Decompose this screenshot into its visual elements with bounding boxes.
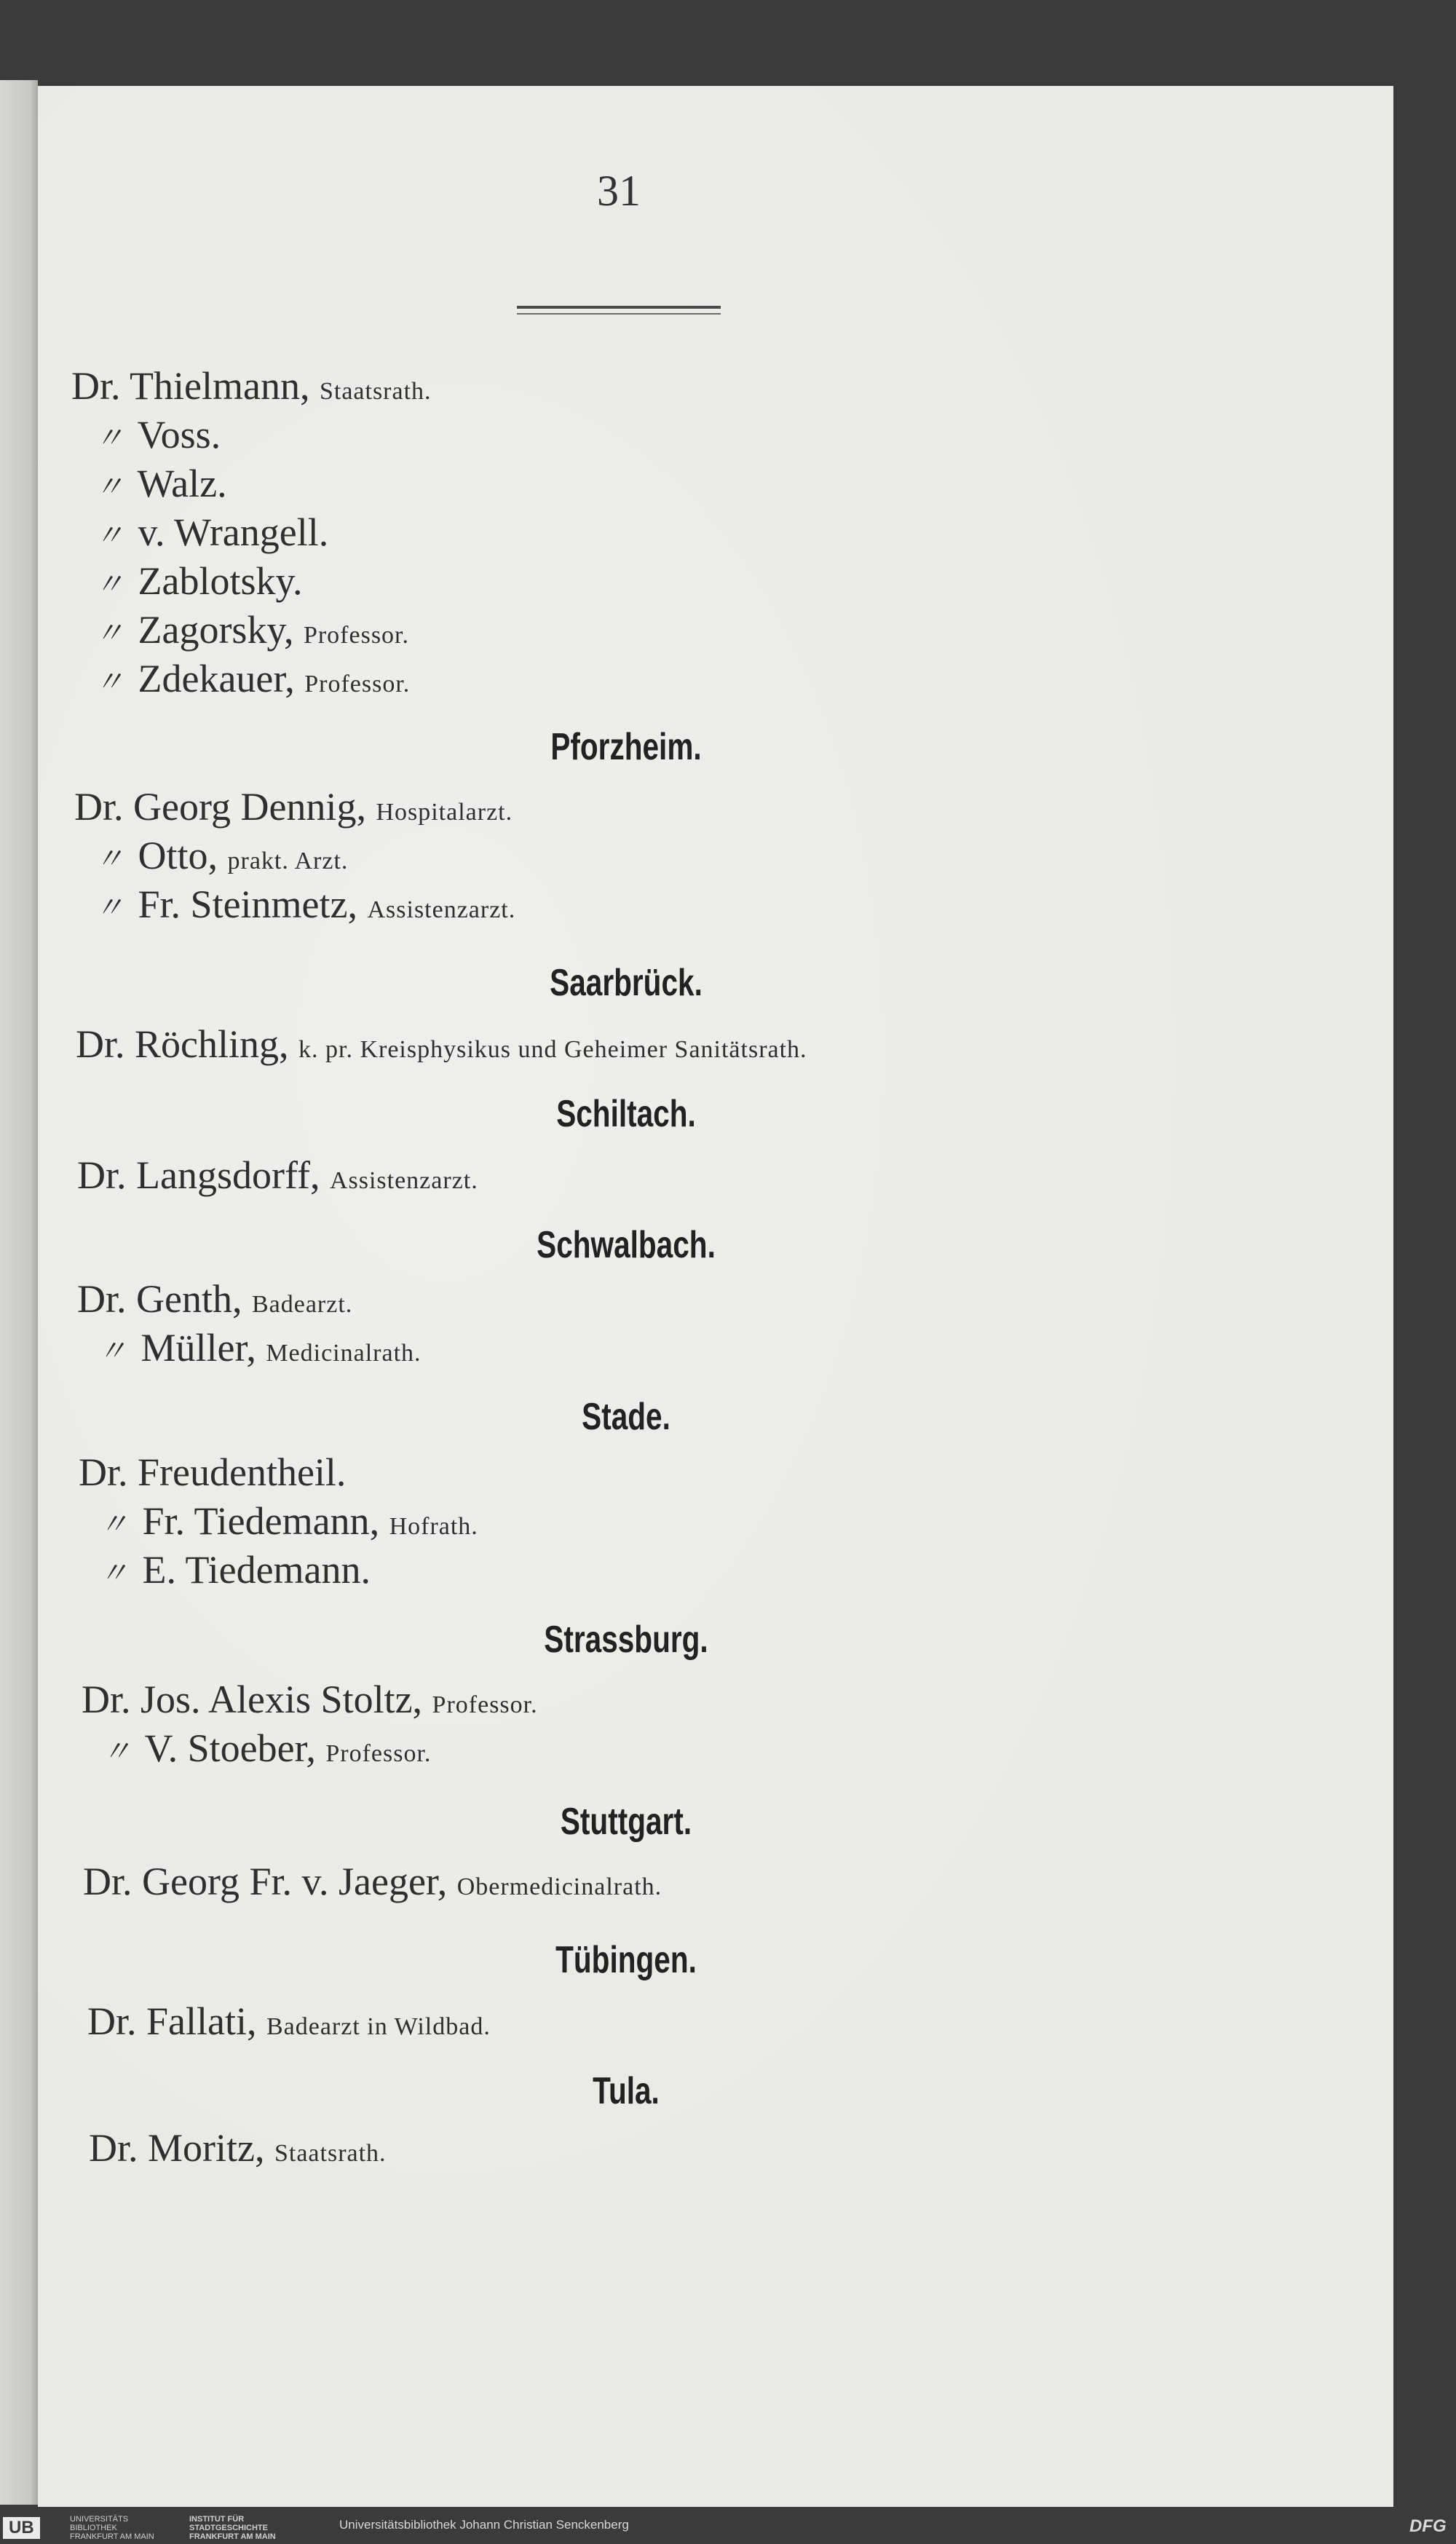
- list-item: 〃 Otto, prakt. Arzt.: [95, 834, 349, 877]
- person-role: Professor.: [432, 1691, 538, 1718]
- person-role: prakt. Arzt.: [227, 848, 349, 874]
- person-name: Fallati: [146, 1999, 247, 2043]
- list-item: 〃 Walz.: [95, 462, 227, 505]
- library-name: Universitätsbibliothek Johann Christian Senckenberg: [339, 2518, 629, 2532]
- list-item: Dr. Georg Dennig, Hospitalarzt.: [74, 785, 513, 829]
- list-item: 〃 Zablotsky.: [95, 559, 303, 603]
- person-role: Medicinalrath.: [266, 1340, 422, 1367]
- section-heading: Stade.: [582, 1396, 670, 1438]
- institute-logo-text: INSTITUT FÜR STADTGESCHICHTE FRANKFURT AM MAIN: [189, 2515, 276, 2541]
- person-role: k. pr. Kreisphysikus und Geheimer Sanitätsrath.: [298, 1036, 807, 1063]
- list-item: 〃 Müller, Medicinalrath.: [98, 1326, 422, 1370]
- list-item: Dr. Thielmann, Staatsrath.: [71, 364, 432, 408]
- person-name: Zdekauer: [138, 657, 285, 700]
- person-name: Röchling: [135, 1022, 279, 1066]
- person-role: Assistenzarzt.: [329, 1167, 478, 1194]
- person-role: Assistenzarzt.: [367, 896, 516, 923]
- person-name: Genth: [136, 1277, 232, 1321]
- page-number: 31: [597, 167, 641, 215]
- person-name: E. Tiedemann.: [142, 1548, 371, 1592]
- person-role: Professor.: [304, 671, 411, 698]
- list-item: Dr. Genth, Badearzt.: [77, 1277, 353, 1321]
- person-name: Georg Fr. v. Jaeger: [142, 1860, 438, 1903]
- person-name: Zagorsky: [138, 608, 284, 652]
- section-heading: Stuttgart.: [560, 1801, 692, 1843]
- list-item: Dr. Fallati, Badearzt in Wildbad.: [87, 1999, 491, 2043]
- list-item: 〃 v. Wrangell.: [95, 510, 329, 554]
- person-name: Jos. Alexis Stoltz: [141, 1678, 413, 1721]
- list-item: 〃 Zagorsky, Professor.: [95, 608, 410, 652]
- section-heading: Schwalbach.: [537, 1224, 716, 1266]
- ub-logo-text: UNIVERSITÄTS BIBLIOTHEK FRANKFURT AM MAIN: [70, 2515, 154, 2541]
- list-item: 〃 Zdekauer, Professor.: [95, 657, 411, 700]
- list-item: Dr. Langsdorff, Assistenzarzt.: [77, 1153, 478, 1197]
- person-name: Langsdorff: [136, 1153, 310, 1197]
- list-item: Dr. Moritz, Staatsrath.: [89, 2126, 387, 2170]
- person-name: Walz.: [137, 462, 227, 505]
- person-name: Müller: [141, 1326, 247, 1370]
- list-item: Dr. Freudentheil.: [79, 1450, 347, 1494]
- person-name: Georg Dennig: [133, 785, 357, 829]
- ub-logo: UB: [3, 2517, 40, 2539]
- list-item: 〃 V. Stoeber, Professor.: [102, 1726, 432, 1770]
- list-item: Dr. Georg Fr. v. Jaeger, Obermedicinalrath.: [83, 1860, 662, 1903]
- list-item: 〃 Voss.: [95, 413, 221, 457]
- person-role: Hofrath.: [389, 1513, 478, 1540]
- person-name: Zablotsky.: [138, 559, 303, 603]
- list-item: 〃 Fr. Tiedemann, Hofrath.: [99, 1499, 478, 1543]
- person-name: Voss.: [137, 413, 221, 457]
- section-heading: Strassburg.: [544, 1619, 708, 1661]
- list-item: Dr. Jos. Alexis Stoltz, Professor.: [82, 1678, 538, 1721]
- person-role: Professor.: [303, 622, 410, 649]
- person-role: Staatsrath.: [274, 2140, 387, 2167]
- section-heading: Pforzheim.: [550, 726, 702, 768]
- dfg-logo: DFG: [1409, 2516, 1447, 2536]
- person-name: v. Wrangell.: [138, 510, 329, 554]
- person-name: Moritz: [148, 2126, 255, 2170]
- list-item: Dr. Röchling, k. pr. Kreisphysikus und Geheimer Sanitätsrath.: [76, 1022, 807, 1066]
- person-role: Badearzt.: [251, 1291, 353, 1318]
- section-heading: Tula.: [593, 2070, 660, 2112]
- person-name: Fr. Steinmetz: [138, 882, 348, 926]
- section-heading: Tübingen.: [555, 1939, 697, 1981]
- header-rule: [517, 306, 721, 309]
- person-name: V. Stoeber: [144, 1726, 306, 1770]
- section-heading: Schiltach.: [556, 1093, 696, 1135]
- adjacent-page-edge: [0, 80, 38, 2505]
- header-rule-thin: [517, 313, 721, 315]
- person-role: Staatsrath.: [319, 378, 432, 405]
- list-item: 〃 Fr. Steinmetz, Assistenzarzt.: [95, 882, 516, 926]
- person-name: Thielmann: [130, 364, 300, 408]
- person-name: Freudentheil.: [138, 1450, 347, 1494]
- person-role: Hospitalarzt.: [376, 799, 513, 826]
- person-name: Otto: [138, 834, 208, 877]
- list-item: 〃 E. Tiedemann.: [99, 1548, 371, 1592]
- person-role: Badearzt in Wildbad.: [266, 2013, 491, 2040]
- section-heading: Saarbrück.: [550, 962, 703, 1004]
- person-role: Professor.: [325, 1740, 432, 1767]
- person-name: Fr. Tiedemann: [142, 1499, 370, 1543]
- person-role: Obermedicinalrath.: [456, 1873, 662, 1900]
